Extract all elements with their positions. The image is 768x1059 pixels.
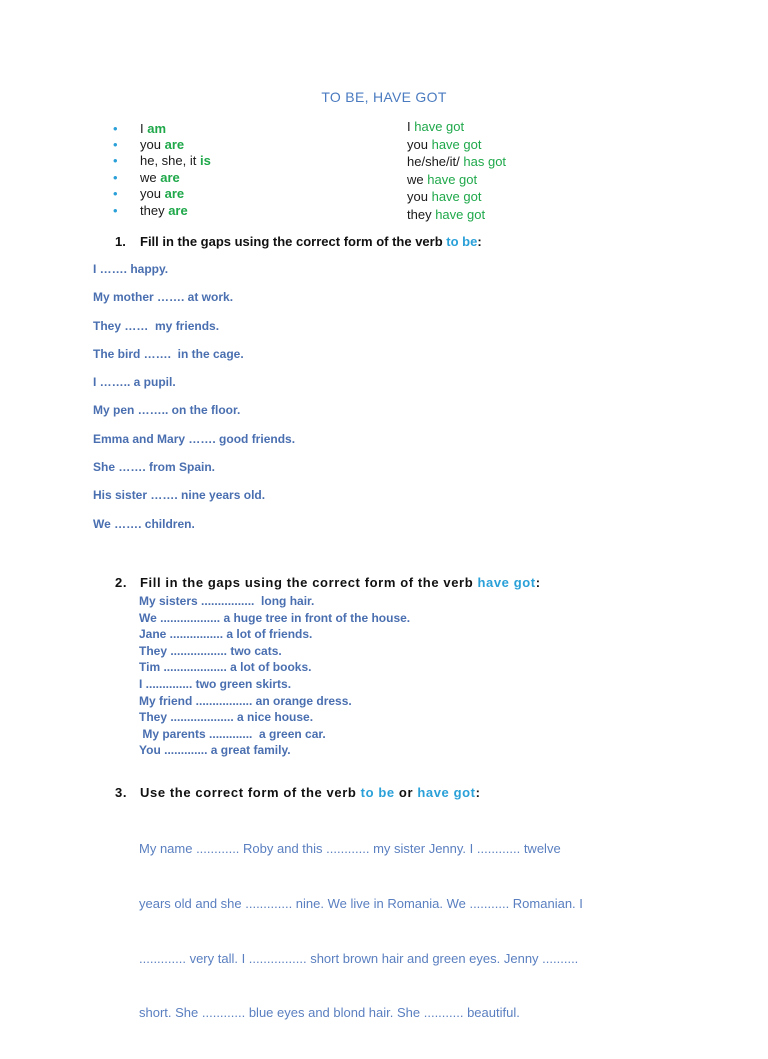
instruction-text: Use the correct form of the verb xyxy=(140,785,361,800)
list-item xyxy=(407,137,506,155)
pronoun: you xyxy=(407,189,428,205)
sentence-line: Jane ................ a lot of friends. xyxy=(139,627,313,642)
highlighted-verb: to be xyxy=(360,785,395,800)
sentence-line: I .............. two green skirts. xyxy=(139,676,292,691)
sentence-line: They ................... a nice house. xyxy=(139,710,314,725)
verb-form: am xyxy=(147,120,167,136)
bullet-icon: • xyxy=(113,186,118,202)
exercise-number: 2. xyxy=(115,575,128,590)
paragraph-line: ............. very tall. I ................ short brown hair and green eyes. Jenny .......... xyxy=(139,950,579,966)
verb-form: have got xyxy=(431,136,482,152)
pronoun: you xyxy=(407,136,428,152)
exercise-2-heading xyxy=(115,575,541,590)
instruction-text: Fill in the gaps using the correct form of the verb xyxy=(140,234,447,249)
sentence-line: I ……. happy. xyxy=(93,262,169,276)
exercise-1-heading xyxy=(115,234,482,249)
verb-form: have got xyxy=(414,119,465,134)
sentence-line: Tim ................... a lot of books. xyxy=(139,660,312,675)
sentence-line: We ……. children. xyxy=(93,516,195,531)
sentence-line: His sister ……. nine years old. xyxy=(93,488,266,503)
bullet-icon: • xyxy=(113,153,118,169)
sentence-line: Emma and Mary ……. good friends. xyxy=(93,431,296,446)
to-be-conjugation-list xyxy=(113,120,211,218)
highlighted-verb: have got xyxy=(417,785,476,800)
bullet-icon: • xyxy=(113,120,118,136)
paragraph-line: My name ............ Roby and this ............ my sister Jenny. I ............ twelve xyxy=(139,841,561,857)
punctuation: : xyxy=(535,575,541,590)
exercise-number: 3. xyxy=(115,785,128,800)
instruction-text: or xyxy=(394,785,418,800)
pronoun: they xyxy=(407,206,432,222)
sentence-line: The bird ……. in the cage. xyxy=(93,346,244,361)
pronoun: he/she/it/ xyxy=(407,154,460,170)
pronoun: you xyxy=(140,137,161,153)
punctuation: : xyxy=(477,234,482,249)
verb-form: has got xyxy=(463,154,507,170)
verb-form: are xyxy=(164,186,185,202)
sentence-line: My sisters ................ long hair. xyxy=(139,594,315,608)
list-item xyxy=(113,120,211,136)
sentence-line: I …….. a pupil. xyxy=(93,375,176,390)
list-item xyxy=(407,207,506,225)
pronoun: you xyxy=(140,186,161,202)
bullet-icon: • xyxy=(113,137,118,153)
list-item xyxy=(407,189,506,207)
sentence-line: My parents ............. a green car. xyxy=(139,726,326,741)
verb-form: are xyxy=(164,137,185,153)
sentence-line: You ............. a great family. xyxy=(139,743,291,758)
sentence-line: We .................. a huge tree in front of the house. xyxy=(139,610,411,625)
pronoun: we xyxy=(140,169,157,185)
list-item xyxy=(407,154,506,172)
exercise-number: 1. xyxy=(115,234,126,249)
instruction-text: Fill in the gaps using the correct form of the verb xyxy=(140,575,478,590)
sentence-line: She ……. from Spain. xyxy=(93,460,216,475)
list-item xyxy=(407,172,506,190)
bullet-icon: • xyxy=(113,202,118,218)
verb-form: are xyxy=(168,202,188,218)
pronoun: they xyxy=(140,202,165,218)
verb-form: are xyxy=(160,169,180,185)
exercise-2-sentences xyxy=(139,594,410,760)
list-item xyxy=(113,169,211,185)
paragraph-line: short. She ............ blue eyes and blond hair. She ........... beautiful. xyxy=(139,1005,520,1021)
verb-form: is xyxy=(200,153,211,169)
pronoun: we xyxy=(407,171,424,187)
highlighted-verb: have got xyxy=(477,575,536,590)
list-item xyxy=(113,202,211,218)
sentence-line: They ................. two cats. xyxy=(139,643,282,658)
list-item xyxy=(113,136,211,152)
page-title: TO BE, HAVE GOT xyxy=(321,89,447,105)
exercise-1-sentences xyxy=(93,262,295,545)
pronoun: I xyxy=(140,120,144,136)
sentence-line: They …… my friends. xyxy=(93,318,220,333)
sentence-line: My mother ……. at work. xyxy=(93,290,234,305)
verb-form: have got xyxy=(431,189,482,205)
sentence-line: My pen …….. on the floor. xyxy=(93,403,241,418)
verb-form: have got xyxy=(427,171,478,187)
exercise-3-paragraph xyxy=(139,804,679,1059)
paragraph-line: years old and she ............. nine. We live in Romania. We ........... Romanian. I xyxy=(139,896,583,912)
bullet-icon: • xyxy=(113,169,118,185)
pronoun: he, she, it xyxy=(140,153,197,169)
list-item xyxy=(407,119,506,137)
sentence-line: My friend ................. an orange dress. xyxy=(139,693,352,708)
exercise-3-heading xyxy=(115,785,481,800)
pronoun: I xyxy=(407,119,411,134)
have-got-conjugation-list xyxy=(407,119,506,225)
highlighted-verb: to be xyxy=(446,234,478,249)
list-item xyxy=(113,153,211,169)
list-item xyxy=(113,186,211,202)
punctuation: : xyxy=(475,785,481,800)
verb-form: have got xyxy=(435,206,486,222)
